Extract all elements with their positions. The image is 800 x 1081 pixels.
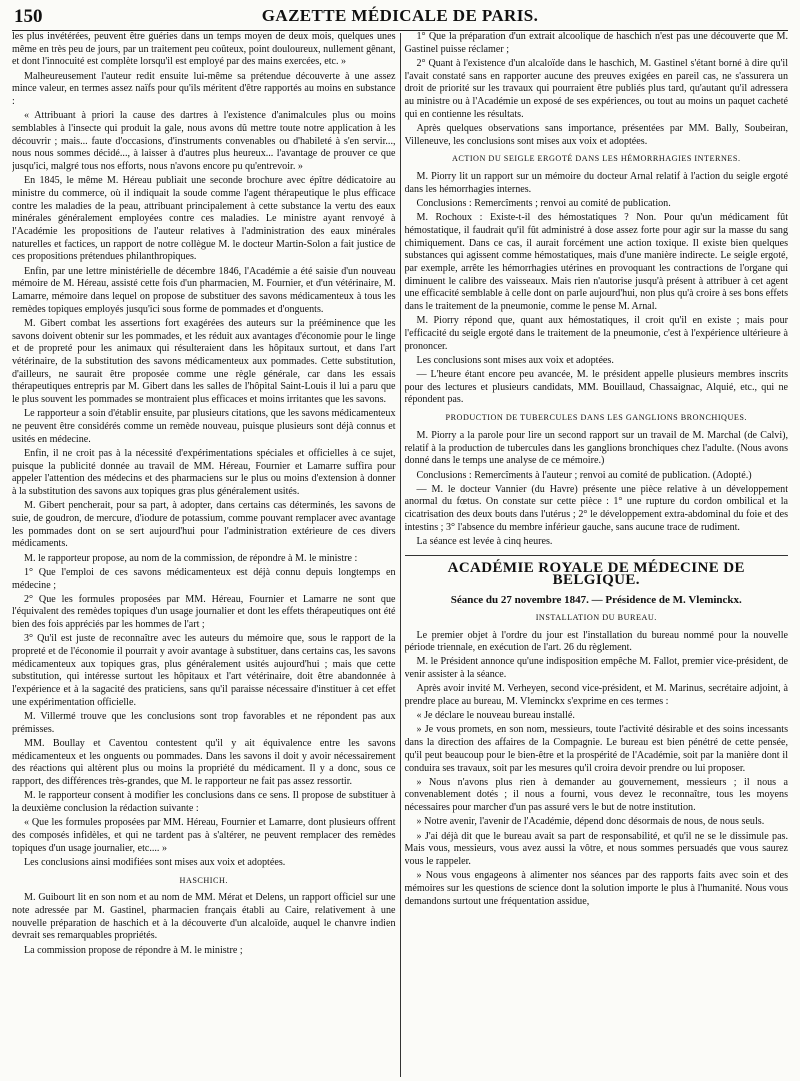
paragraph: M. le rapporteur propose, au nom de la commission, de répondre à M. le ministre :: [24, 552, 358, 564]
paragraph: La commission propose de répondre à M. le ministre ;: [24, 944, 243, 956]
paragraph: Après avoir invité M. Verheyen, second vice-président, et M. Marinus, secrétaire adjoint, à prendre place au bureau, M. Vleminckx s'exprime en ces termes :: [404, 683, 788, 708]
paragraph: M. Piorry a la parole pour lire un second rapport sur un travail de M. Marchal (de Calvi), relatif à la production de tubercules dans les ganglions bronchiques chez l'adulte. (Nous avons donné dans le temps une analyse de ce mémoire.): [404, 429, 788, 467]
page-header: [12, 4, 788, 31]
paragraph: MM. Boullay et Caventou contestent qu'il y ait équivalence entre les savons médicamenteux et les onguents ou pommades. Dans les savons il doit y avoir nécessairement des réactions qui altèrent plus ou moins la propriété du médicament. Il y a donc, sous ce rapport, des différences très-grandes, que M. le rapporteur ne fait pas assez ressortir.: [12, 737, 396, 788]
section-heading: PRODUCTION DE TUBERCULES DANS LES GANGLIONS BRONCHIQUES.: [445, 413, 747, 423]
paragraph: M. Guibourt lit en son nom et au nom de MM. Mérat et Delens, un rapport officiel sur une note adressée par M. Gastinel, pharmacien français établi au Caire, relativement à une nouvelle préparation de haschich et à la découverte d'un alcaloïde, auquel le chanvre indien devrait ses remarquables propriétés.: [12, 892, 396, 942]
paragraph: Le premier objet à l'ordre du jour est l'installation du bureau nommé pour la nouvelle période triennale, en exécution de l'art. 26 du règlement.: [404, 629, 788, 654]
section-heading: HASCHICH.: [179, 875, 228, 885]
columns: [12, 31, 788, 1077]
paragraph: « Attribuant à priori la cause des dartres à l'existence d'animalcules plus ou moins semblables à l'insecte qui produit la gale, nous avons dû mettre toute notre application à les découvrir ; mais... faute d'occasions, d'instruments convenables ou d'habileté à s'en servir..., nous nous sommes décidé..., à laisser à d'autres plus heureux... l'avantage de prouver ce que jusqu'ici, malgré tous nos efforts, nous n'avons encore pu qu'entrevoir. »: [12, 110, 396, 173]
paragraph: M. Villermé trouve que les conclusions sont trop favorables et ne répondent pas aux prémisses.: [12, 711, 396, 735]
paragraph: 1° Que la préparation d'un extrait alcoolique de haschich n'est pas une découverte que M. Gastinel puisse réclamer ;: [404, 31, 788, 55]
paragraph: » J'ai déjà dit que le bureau avait sa part de responsabilité, et qu'il ne se le dissimule pas. Mais vous, messieurs, vous avez aussi la vôtre, et nous sommes persuadés que vous saurez vous le rappeler.: [404, 830, 788, 867]
paragraph: Conclusions : Remercîments à l'auteur ; renvoi au comité de publication. (Adopté.): [416, 469, 752, 481]
paragraph: — M. le docteur Vannier (du Havre) présente une pièce relative à un développement anormal du fœtus. On constate sur cette pièce : 1° une rupture du cordon ombilical et la cicatrisation des deux bouts dans l'utérus ; 2° le développement extra-abdominal du foie et des intestins ; 3° l'absence du membre inférieur gauche, sans aucune trace de rudiment.: [404, 483, 788, 533]
paragraph: En 1845, le même M. Héreau publiait une seconde brochure avec épître dédicatoire au ministre du commerce, où il indiquait la soude comme l'agent thérapeutique le plus efficace contre les maladies de la peau, attribuant principalement à cette substance la vertu des eaux minérales généralement employées contre ces maladies. Le ministre ayant renvoyé à l'Académie les propositions de l'auteur relatives à l'administration des eaux minérales naturelles et factices, un rapport de notre collègue M. le docteur Martin-Solon a fait justice de ces propositions prétendues philanthropiques.: [12, 175, 396, 263]
paragraph: Conclusions : Remercîments ; renvoi au comité de publication.: [416, 197, 671, 209]
paragraph: » Je vous promets, en son nom, messieurs, toute l'activité désirable et des soins incessants dans la direction des affaires de la Compagnie. Le bureau est bien pénétré de cette pensée, qu'il peut beaucoup pour le bien-être et la prospérité de l'Académie, soit par la manière dont il conduira ses travaux, soit par les mesures qu'il croira devoir prendre ou lui proposer.: [404, 724, 788, 774]
paragraph: Le rapporteur a soin d'établir ensuite, par plusieurs citations, que les savons médicamenteux ne peuvent être considérés comme un remède nouveau, puisque plusieurs sont déjà connus et usités en médecine.: [12, 408, 396, 445]
paragraph: Enfin, il ne croit pas à la nécessité d'expérimentations spéciales et officielles à ce sujet, puisque la publicité donnée au travail de MM. Héreau, Fournier et Lamarre suffira pour appeler l'attention des médecins et des pharmaciens sur le plus ou moins d'extension à donner à la substitution des savons aux topiques gras plus généralement usités.: [12, 448, 396, 498]
column-divider: [400, 33, 401, 1077]
paragraph: M. Gibert pencherait, pour sa part, à adopter, dans certains cas déterminés, les savons de suie, de goudron, de mercure, d'iodure de potassium, comme pouvant remplacer avec avantage les pommades dont on se sert aujourd'hui pour l'administration extérieure de ces divers médicaments.: [12, 500, 396, 550]
paragraph: M. le Président annonce qu'une indisposition empêche M. Fallot, premier vice-président, de venir assister à la séance.: [404, 656, 788, 681]
paragraph: 2° Que les formules proposées par MM. Héreau, Fournier et Lamarre ne sont que l'équivalent des remèdes topiques d'un usage journalier et dont les effets thérapeutiques ont été bien des fois appréciés par les hommes de l'art ;: [12, 593, 396, 631]
paragraph: 2° Quant à l'existence d'un alcaloïde dans le haschich, M. Gastinel s'étant borné à dire qu'il l'avait constaté sans en rapporter aucune des preuves exigées en pareil cas, ne s'assurera un droit de priorité sur les travaux qui pourraient être publiés plus tard, qu'autant qu'il adressera au ministre ou à l'Académie un exposé de ses expériences, ou tout au moins un paquet cacheté qui en contienne les résultats.: [404, 57, 788, 120]
paragraph: » Nous vous engageons à alimenter nos séances par des rapports faits avec soin et des mémoires sur les questions de science dont la solution importe le plus à l'humanité. Nous vous demandons surtout une fréquentation assidue,: [404, 870, 788, 907]
paragraph: 1° Que l'emploi de ces savons médicamenteux est déjà connu depuis longtemps en médecine ;: [12, 566, 396, 591]
paragraph: M. Rochoux : Existe-t-il des hémostatiques ? Non. Pour qu'un médicament fût hémostatique, il faudrait qu'il fût administré à dose assez forte pour agir sur la masse du sang chimiquement. Dans ce cas, il aurait forcément une action toxique. Il existe bien quelques substances qui agissent comme hémostatiques, mais d'une manière indirecte. Le seigle ergoté, par exemple, arrête les hémorrhagies utérines en provoquant les contractions de l'organe qui diminuent le calibre des vaisseaux. Mais rien n'autorise jusqu'à présent à attribuer à cet agent une efficacité semblable à celle dont on parle aujourd'hui, non plus qu'à croire à ses bons effets dans le traitement de la pneumonie, comme le pense M. Arnal.: [404, 212, 788, 313]
paragraph: Les conclusions sont mises aux voix et adoptées.: [416, 354, 614, 366]
paragraph: » Nous n'avons plus rien à demander au gouvernement, messieurs ; il nous a convenablement dotés ; il nous a fourni, vous devez le reconnaître, tous les moyens nécessaires pour marcher d'un pas assuré vers le but de notre institution.: [404, 776, 788, 814]
paragraph: M. Gibert combat les assertions fort exagérées des auteurs sur la prééminence que les savons doivent obtenir sur les pommades, et les réduit aux avantages d'économie pour le linge et de propreté pour les animaux qui résulteraient dans les hôpitaux surtout, et dans l'art vétérinaire, de la substitution des savons médicamenteux aux pommades. Cette substitution, d'ailleurs, ne saurait être proposée comme une règle générale, car dans les essais thérapeutiques entrepris par M. Gibert dans les salles de l'hôpital Saint-Louis il lui a paru que le plus souvent les pommades se montraient plus efficaces et moins irritantes que les savons.: [12, 317, 396, 406]
paragraph: « Que les formules proposées par MM. Héreau, Fournier et Lamarre, dont plusieurs offrent des composés infidèles, et qui ne tardent pas à s'altérer, ne peuvent remplacer des remèdes topiques d'un usage journalier, etc.... »: [12, 817, 396, 854]
paragraph: » Notre avenir, l'avenir de l'Académie, dépend donc désormais de nous, de nous seuls.: [416, 816, 765, 828]
right-column: [405, 31, 789, 1077]
paragraph: — L'heure étant encore peu avancée, M. le président appelle plusieurs membres inscrits pour des lectures et plusieurs candidats, MM. Bouillaud, Chassaignac, Alquié, etc., qui ne répondent pas.: [404, 369, 788, 406]
journal-title: GAZETTE MÉDICALE DE PARIS.: [261, 6, 539, 25]
paragraph: M. le rapporteur consent à modifier les conclusions dans ce sens. Il propose de substituer à la deuxième conclusion la rédaction suivante :: [12, 790, 396, 814]
paragraph: Les conclusions ainsi modifiées sont mises aux voix et adoptées.: [24, 856, 286, 868]
paragraph: Enfin, par une lettre ministérielle de décembre 1846, l'Académie a été saisie d'un nouveau mémoire de M. Héreau, assisté cette fois d'un pharmacien, M. Fournier, et d'un vétérinaire, M. Lamarre, mémoire dans lequel on propose de substituer des savons médicamenteux à tous les remèdes topiques employés jusqu'ici sous forme de pommades et d'onguents.: [12, 265, 396, 315]
paragraph: M. Piorry répond que, quant aux hémostatiques, il croit qu'il en existe ; mais pour l'efficacité du seigle ergoté dans le traitement de la pneumonie, c'est à l'expérience ultérieure à prononcer.: [404, 315, 788, 352]
page-number: 150: [14, 6, 43, 27]
paragraph: Malheureusement l'auteur redit ensuite lui-même sa prétendue découverte à une assez mince valeur, en termes assez naïfs pour qu'ils méritent d'être rapportés au moins en substance :: [12, 70, 396, 108]
paragraph: « Je déclare le nouveau bureau installé.: [416, 710, 575, 722]
left-column: [12, 31, 396, 1077]
paragraph: les plus invétérées, peuvent être guéries dans un temps moyen de deux mois, quelques unes même en très peu de jours, par un traitement peu coûteux, point douloureux, nullement gênant, et dont l'innocuité est complète lorsqu'il est employé par des mains exercées, etc. »: [12, 31, 396, 68]
paragraph: La séance est levée à cinq heures.: [416, 536, 553, 548]
paragraph: 3° Qu'il est juste de reconnaître avec les auteurs du mémoire que, sous le rapport de la propreté et de l'économie il pourrait y avoir avantage à substituer, dans certains cas, les savons médicamenteux aux topiques gras, plus généralement usités aujourd'hui ; mais que cette substitution, qui intéresse surtout les hôpitaux et l'art vétérinaire, doit être abandonnée à l'expérience et à la sagacité des praticiens, sans qu'il paraisse nécessaire d'instituer à cet effet une expérimentation officielle.: [12, 633, 396, 708]
paragraph: M. Piorry lit un rapport sur un mémoire du docteur Arnal relatif à l'action du seigle ergoté dans les hémorrhagies internes.: [404, 171, 788, 195]
session-heading: Séance du 27 novembre 1847. — Présidence de M. Vleminckx.: [450, 594, 742, 607]
academy-heading: ACADÉMIE ROYALE DE MÉDECINE DE BELGIQUE.: [405, 555, 789, 587]
section-heading: ACTION DU SEIGLE ERGOTÉ DANS LES HÉMORRHAGIES INTERNES.: [451, 154, 741, 164]
section-heading: INSTALLATION DU BUREAU.: [535, 612, 657, 622]
paragraph: Après quelques observations sans importance, présentées par MM. Bally, Soubeiran, Villeneuve, les conclusions sont mises aux voix et adoptées.: [404, 122, 788, 147]
